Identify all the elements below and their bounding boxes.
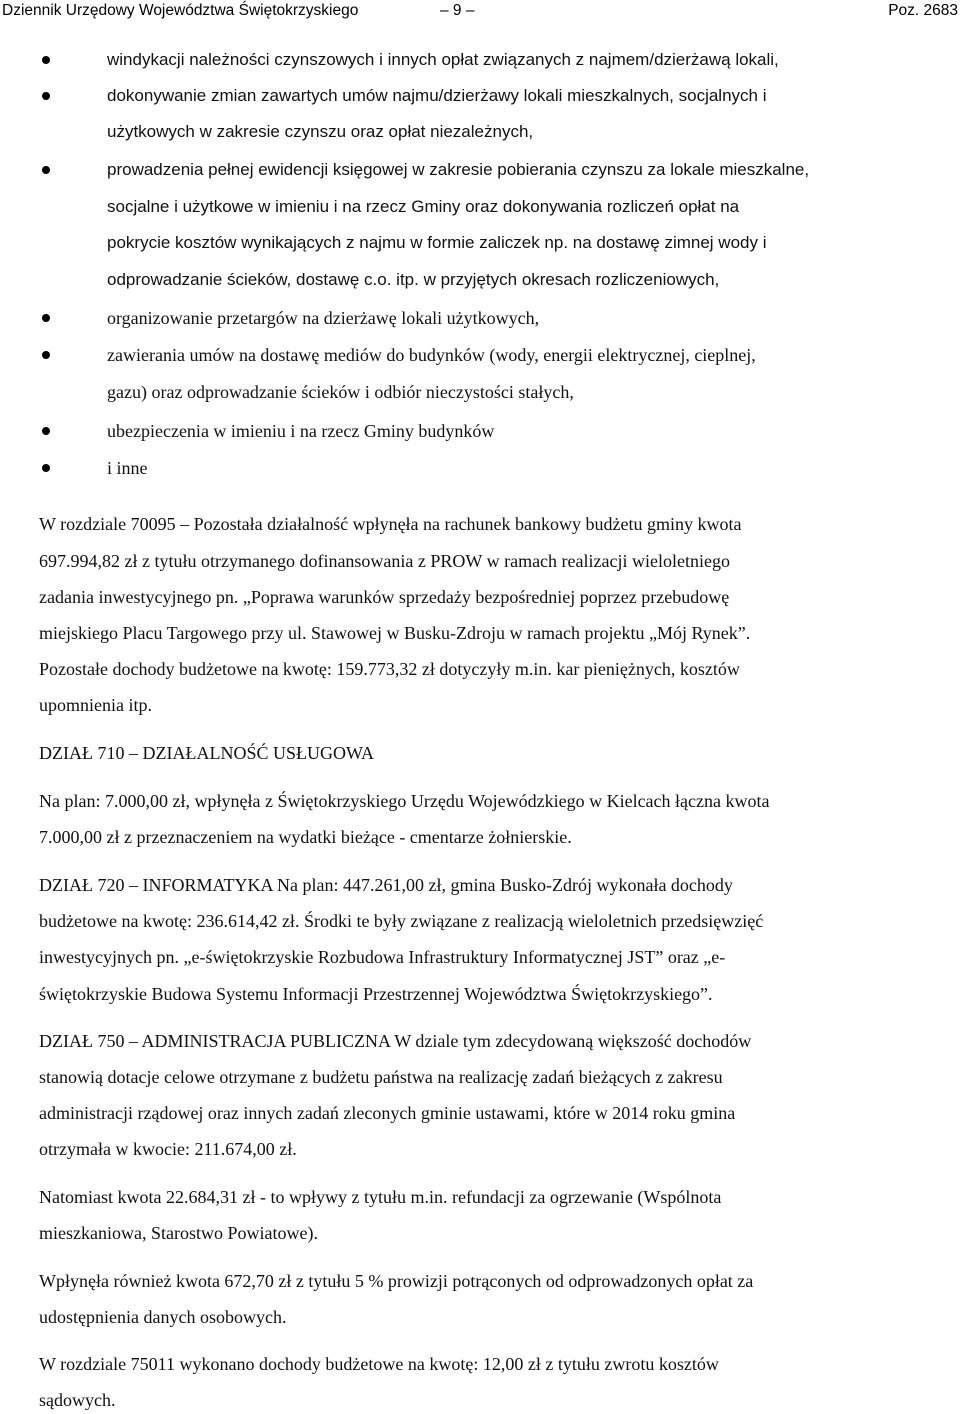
- bullet-icon: [42, 92, 50, 100]
- bullet-item-windykacja: [107, 49, 905, 71]
- list-item-text: prowadzenia pełnej ewidencji księgowej w zakresie pobierania czynszu za lokale mieszkalne,: [107, 160, 810, 179]
- list-item-text: zawierania umów na dostawę mediów do budynków (wody, energii elektrycznej, cieplnej,: [107, 345, 756, 365]
- paragraph-line: Pozostałe dochody budżetowe na kwotę: 159.773,32 zł dotyczyły m.in. kar pieniężnych, kosztów: [39, 659, 740, 679]
- paragraph-line: Natomiast kwota 22.684,31 zł - to wpływy z tytułu m.in. refundacji za ogrzewanie (Wspólnota: [39, 1187, 722, 1207]
- paragraph-line: 697.994,82 zł z tytułu otrzymanego dofinansowania z PROW w ramach realizacji wieloletniego: [39, 551, 730, 571]
- paragraph-line: sądowych.: [39, 1390, 116, 1410]
- paragraph-line: W rozdziale 70095 – Pozostała działalność wpłynęła na rachunek bankowy budżetu gminy kwota: [39, 514, 742, 534]
- paragraph-line: budżetowe na kwotę: 236.614,42 zł. Środki te były związane z realizacją wieloletnich przedsięwzięć: [39, 911, 764, 931]
- list-item-text: windykacji należności czynszowych i innych opłat związanych z najmem/dzierżawą lokali,: [107, 50, 779, 69]
- paragraph-line: świętokrzyskie Budowa Systemu Informacji Przestrzennej Województwa Świętokrzyskiego”.: [39, 984, 713, 1004]
- list-item-text: ubezpieczenia w imieniu i na rzecz Gminy budynków: [107, 421, 495, 441]
- bullet-item-zmiany-umow: [107, 85, 905, 107]
- paragraph-line: W rozdziale 75011 wykonano dochody budżetowe na kwotę: 12,00 zł z tytułu zwrotu kosztów: [39, 1354, 719, 1374]
- paragraph-line: 7.000,00 zł z przeznaczeniem na wydatki bieżące - cmentarze żołnierskie.: [39, 827, 572, 847]
- paragraph-line: DZIAŁ 720 – INFORMATYKA Na plan: 447.261,00 zł, gmina Busko-Zdrój wykonała dochody: [39, 875, 733, 895]
- paragraph-line: mieszkaniowa, Starostwo Powiatowe).: [39, 1223, 318, 1243]
- paragraph-line: DZIAŁ 750 – ADMINISTRACJA PUBLICZNA W dziale tym zdecydowaną większość dochodów: [39, 1031, 752, 1051]
- paragraph-line: Wpłynęła również kwota 672,70 zł z tytułu 5 % prowizji potrąconych od odprowadzonych opłat za: [39, 1271, 754, 1291]
- page-header: [0, 2, 960, 24]
- paragraph-line: Na plan: 7.000,00 zł, wpłynęła z Świętokrzyskiego Urzędu Wojewódzkiego w Kielcach łączna kwota: [39, 791, 770, 811]
- bullet-icon: [42, 464, 50, 472]
- section-heading-710: DZIAŁ 710 – DZIAŁALNOŚĆ USŁUGOWA: [39, 743, 374, 763]
- page-number: – 9 –: [440, 2, 475, 19]
- position-number: Poz. 2683: [888, 2, 958, 19]
- list-item-text: socjalne i użytkowe w imieniu i na rzecz Gminy oraz dokonywania rozliczeń opłat na: [107, 197, 740, 216]
- list-item-text: dokonywanie zmian zawartych umów najmu/dzierżawy lokali mieszkalnych, socjalnych i: [107, 86, 767, 105]
- bullet-icon: [42, 56, 50, 64]
- paragraph-line: otrzymała w kwocie: 211.674,00 zł.: [39, 1139, 297, 1159]
- journal-title: Dziennik Urzędowy Województwa Świętokrzyskiego: [2, 2, 359, 19]
- bullet-icon: [42, 166, 50, 174]
- paragraph-line: udostępnienia danych osobowych.: [39, 1307, 287, 1327]
- list-item-text: użytkowych w zakresie czynszu oraz opłat niezależnych,: [107, 122, 534, 141]
- paragraph-line: miejskiego Placu Targowego przy ul. Stawowej w Busku-Zdroju w ramach projektu „Mój Rynek”.: [39, 623, 751, 643]
- paragraph-line: upomnienia itp.: [39, 695, 152, 715]
- bullet-icon: [42, 351, 50, 359]
- bullet-icon: [42, 427, 50, 435]
- paragraph-line: stanowią dotacje celowe otrzymane z budżetu państwa na realizację zadań bieżących z zakresu: [39, 1067, 723, 1087]
- list-item-text: organizowanie przetargów na dzierżawę lokali użytkowych,: [107, 308, 540, 328]
- bullet-icon: [42, 314, 50, 322]
- paragraph-line: administracji rządowej oraz innych zadań zleconych gminie ustawami, które w 2014 roku gmina: [39, 1103, 736, 1123]
- list-item-text: gazu) oraz odprowadzanie ścieków i odbiór nieczystości stałych,: [107, 382, 574, 402]
- list-item-text: pokrycie kosztów wynikających z najmu w formie zaliczek np. na dostawę zimnej wody i: [107, 233, 767, 252]
- list-item-text: odprowadzanie ścieków, dostawę c.o. itp. w przyjętych okresach rozliczeniowych,: [107, 270, 720, 289]
- paragraph-line: inwestycyjnych pn. „e-świętokrzyskie Rozbudowa Infrastruktury Informatycznej JST” oraz „e-: [39, 947, 726, 967]
- list-item-text: i inne: [107, 458, 148, 478]
- paragraph-line: zadania inwestycyjnego pn. „Poprawa warunków sprzedaży bezpośredniej poprzez przebudowę: [39, 587, 730, 607]
